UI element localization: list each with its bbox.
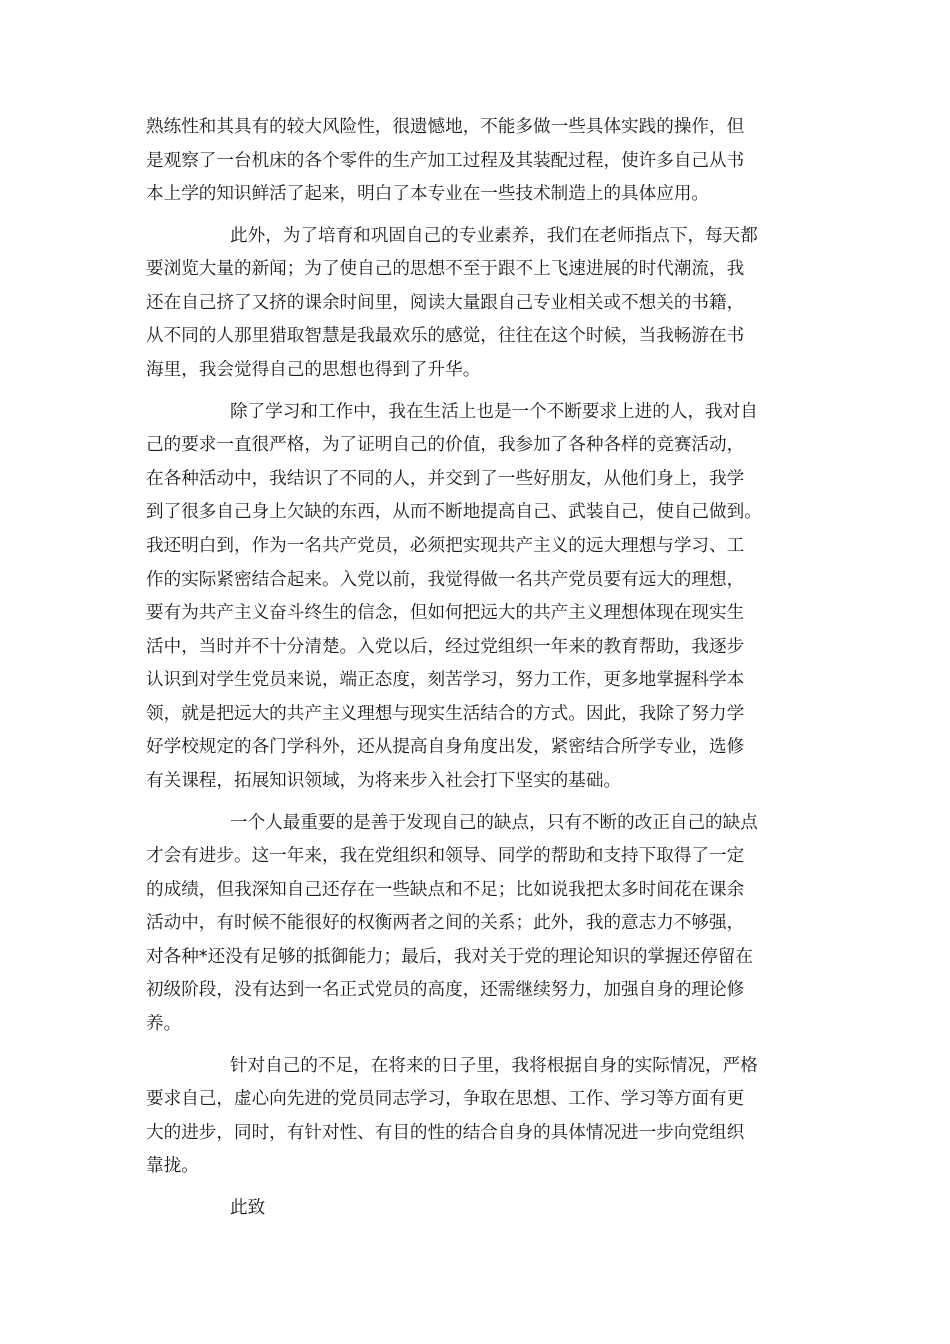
paragraph-line: 大的进步，同时，有针对性、有目的性的结合自身的具体情况进一步向党组织 bbox=[146, 1123, 745, 1143]
paragraph-line: 在各种活动中，我结识了不同的人，并交到了一些好朋友，从他们身上，我学 bbox=[146, 469, 745, 489]
paragraph-line: 此外，为了培育和巩固自己的专业素养，我们在老师指点下，每天都 bbox=[230, 226, 758, 246]
paragraph-line: 要浏览大量的新闻；为了使自己的思想不至于跟不上飞速进展的时代潮流，我 bbox=[146, 259, 745, 279]
paragraph-line: 好学校规定的各门学科外，还从提高自身角度出发，紧密结合所学专业，选修 bbox=[146, 737, 745, 757]
paragraph-line: 有关课程，拓展知识领域，为将来步入社会打下坚实的基础。 bbox=[146, 771, 622, 791]
paragraph-line: 要求自己，虚心向先进的党员同志学习，争取在思想、工作、学习等方面有更 bbox=[146, 1089, 745, 1109]
paragraph-line: 活动中，有时候不能很好的权衡两者之间的关系；此外，我的意志力不够强， bbox=[146, 913, 745, 933]
paragraph-line: 养。 bbox=[146, 1014, 182, 1034]
paragraph-line: 针对自己的不足，在将来的日子里，我将根据自身的实际情况，严格 bbox=[230, 1056, 758, 1076]
paragraph-line: 靠拢。 bbox=[146, 1156, 199, 1176]
paragraph-line: 认识到对学生党员来说，端正态度，刻苦学习，努力工作，更多地掌握科学本 bbox=[146, 670, 745, 690]
paragraph-line: 除了学习和工作中，我在生活上也是一个不断要求上进的人，我对自 bbox=[230, 402, 758, 422]
paragraph-line: 的成绩，但我深知自己还存在一些缺点和不足；比如说我把太多时间花在课余 bbox=[146, 880, 745, 900]
paragraph-line: 一个人最重要的是善于发现自己的缺点，只有不断的改正自己的缺点 bbox=[230, 813, 758, 833]
paragraph-line: 活中，当时并不十分清楚。入党以后，经过党组织一年来的教育帮助，我逐步 bbox=[146, 637, 745, 657]
paragraph-line: 我还明白到，作为一名共产党员，必须把实现共产主义的远大理想与学习、工 bbox=[146, 536, 745, 556]
paragraph-line: 从不同的人那里猎取智慧是我最欢乐的感觉，往往在这个时候，当我畅游在书 bbox=[146, 326, 745, 346]
paragraph-line: 还在自己挤了又挤的课余时间里，阅读大量跟自己专业相关或不想关的书籍， bbox=[146, 293, 745, 313]
paragraph-line: 要有为共产主义奋斗终生的信念，但如何把远大的共产主义理想体现在现实生 bbox=[146, 603, 745, 623]
paragraph-line: 初级阶段，没有达到一名正式党员的高度，还需继续努力，加强自身的理论修 bbox=[146, 980, 745, 1000]
paragraph-line: 海里，我会觉得自己的思想也得到了升华。 bbox=[146, 360, 481, 380]
paragraph-line: 熟练性和其具有的较大风险性，很遗憾地，不能多做一些具体实践的操作，但 bbox=[146, 117, 745, 137]
paragraph-line: 到了很多自己身上欠缺的东西，从而不断地提高自己、武装自己，使自己做到。 bbox=[146, 502, 762, 522]
closing-salutation: 此致 bbox=[230, 1198, 266, 1218]
paragraph-line: 作的实际紧密结合起来。入党以前，我觉得做一名共产党员要有远大的理想， bbox=[146, 570, 745, 590]
paragraph-line: 领，就是把远大的共产主义理想与现实生活结合的方式。因此，我除了努力学 bbox=[146, 704, 745, 724]
paragraph-line: 是观察了一台机床的各个零件的生产加工过程及其装配过程，使许多自己从书 bbox=[146, 151, 745, 171]
paragraph-line: 对各种*还没有足够的抵御能力；最后，我对关于党的理论知识的掌握还停留在 bbox=[146, 947, 753, 967]
paragraph-line: 本上学的知识鲜活了起来，明白了本专业在一些技术制造上的具体应用。 bbox=[146, 184, 710, 204]
paragraph-line: 己的要求一直很严格，为了证明自己的价值，我参加了各种各样的竞赛活动， bbox=[146, 435, 745, 455]
paragraph-line: 才会有进步。这一年来，我在党组织和领导、同学的帮助和支持下取得了一定 bbox=[146, 846, 745, 866]
